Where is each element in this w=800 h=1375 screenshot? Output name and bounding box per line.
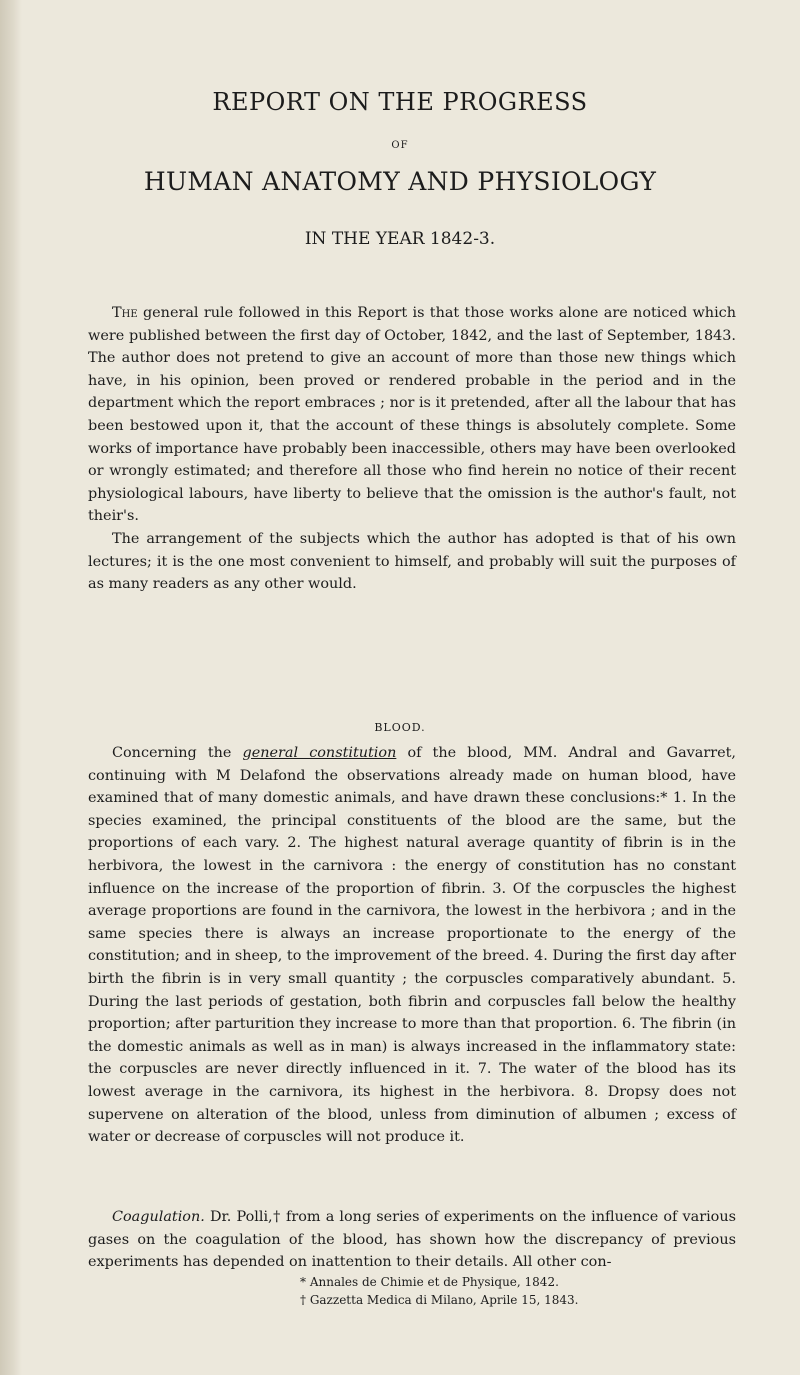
page-binding-edge xyxy=(0,0,22,1375)
title-connector: OF xyxy=(391,140,409,151)
report-year: IN THE YEAR 1842-3. xyxy=(304,229,496,249)
blood-paragraph-text: of the blood, MM. Andral and Gavarret, continuing with M Delafond the observations already made on human blood, have examined that of many domestic animals, and have drawn these conclusions:* 1. In the species examined, the principal constituents of the blood are the same, but the proportions of each vary. 2. The highest natural average quantity of fibrin is in the herbivora, the lowest in the carnivora : the energy of constitution has no constant influence on the increase of the proportion of fibrin. 3. Of the corpuscles the highest average proportions are found in the carnivora, the lowest in the herbivora ; and in the same species there is always an increase proportionate to the energy of the constitution; and in sheep, to the improvement of the breed. 4. During the first day after birth the fibrin is in very small quantity ; the corpuscles comparatively abundant. 5. During the last periods of gestation, both fibrin and corpuscles fall below the healthy proportion; after parturition they increase to more than that proportion. 6. The fibrin (in the domestic animals as well as in man) is always increased in the inflammatory state: the corpuscles are never directly influenced in it. 7. The water of the blood has its lowest average in the carnivora, its highest in the herbivora. 8. Dropsy does not supervene on alteration of the blood, unless from diminution of albumen ; excess of water or decrease of corpuscles will not produce it. xyxy=(88,745,737,1146)
intro-lead-word: The xyxy=(112,305,138,321)
blood-lead-text: Concerning the xyxy=(112,745,243,761)
coagulation-text: Dr. Polli,† from a long series of experiments on the influence of various gases on the coagulation of the blood, has shown how the discrepancy of previous experiments has depended on inattention to their details. All other con- xyxy=(88,1209,736,1271)
blood-section xyxy=(88,742,736,1149)
coagulation-section xyxy=(88,1206,736,1274)
section-heading-blood: BLOOD. xyxy=(374,721,426,734)
blood-emphasis: general constitution xyxy=(242,745,397,761)
footnote-2: † Gazzetta Medica di Milano, Aprile 15, 1843. xyxy=(300,1293,579,1307)
coagulation-heading: Coagulation. xyxy=(112,1209,205,1225)
report-title: REPORT ON THE PROGRESS xyxy=(212,88,588,116)
intro-paragraph-1-text: general rule followed in this Report is that those works alone are noticed which were published between the first day of October, 1842, and the last of September, 1843. The author does not pretend to give an account of more than those new things which have, in his opinion, been proved or rendered probable in the period and in the department which the report embraces ; nor is it pretended, after all the labour that has been bestowed upon it, that the account of these things is absolutely complete. Some works of importance have probably been inaccessible, others may have been overlooked or wrongly estimated; and therefore all those who find herein no notice of their recent physiological labours, have liberty to believe that the omission is the author's fault, not their's. xyxy=(88,305,736,525)
coagulation-paragraph xyxy=(88,1206,736,1274)
intro-paragraph-2: The arrangement of the subjects which the author has adopted is that of his own lectures; it is the one most convenient to himself, and probably will suit the purposes of as many readers as any other would. xyxy=(88,530,736,593)
report-subject: HUMAN ANATOMY AND PHYSIOLOGY xyxy=(143,167,657,196)
footnote-1: * Annales de Chimie et de Physique, 1842. xyxy=(300,1275,559,1289)
footnotes xyxy=(300,1273,760,1309)
intro-section xyxy=(88,302,736,596)
intro-paragraph-1 xyxy=(88,302,736,528)
blood-paragraph xyxy=(88,742,736,1149)
